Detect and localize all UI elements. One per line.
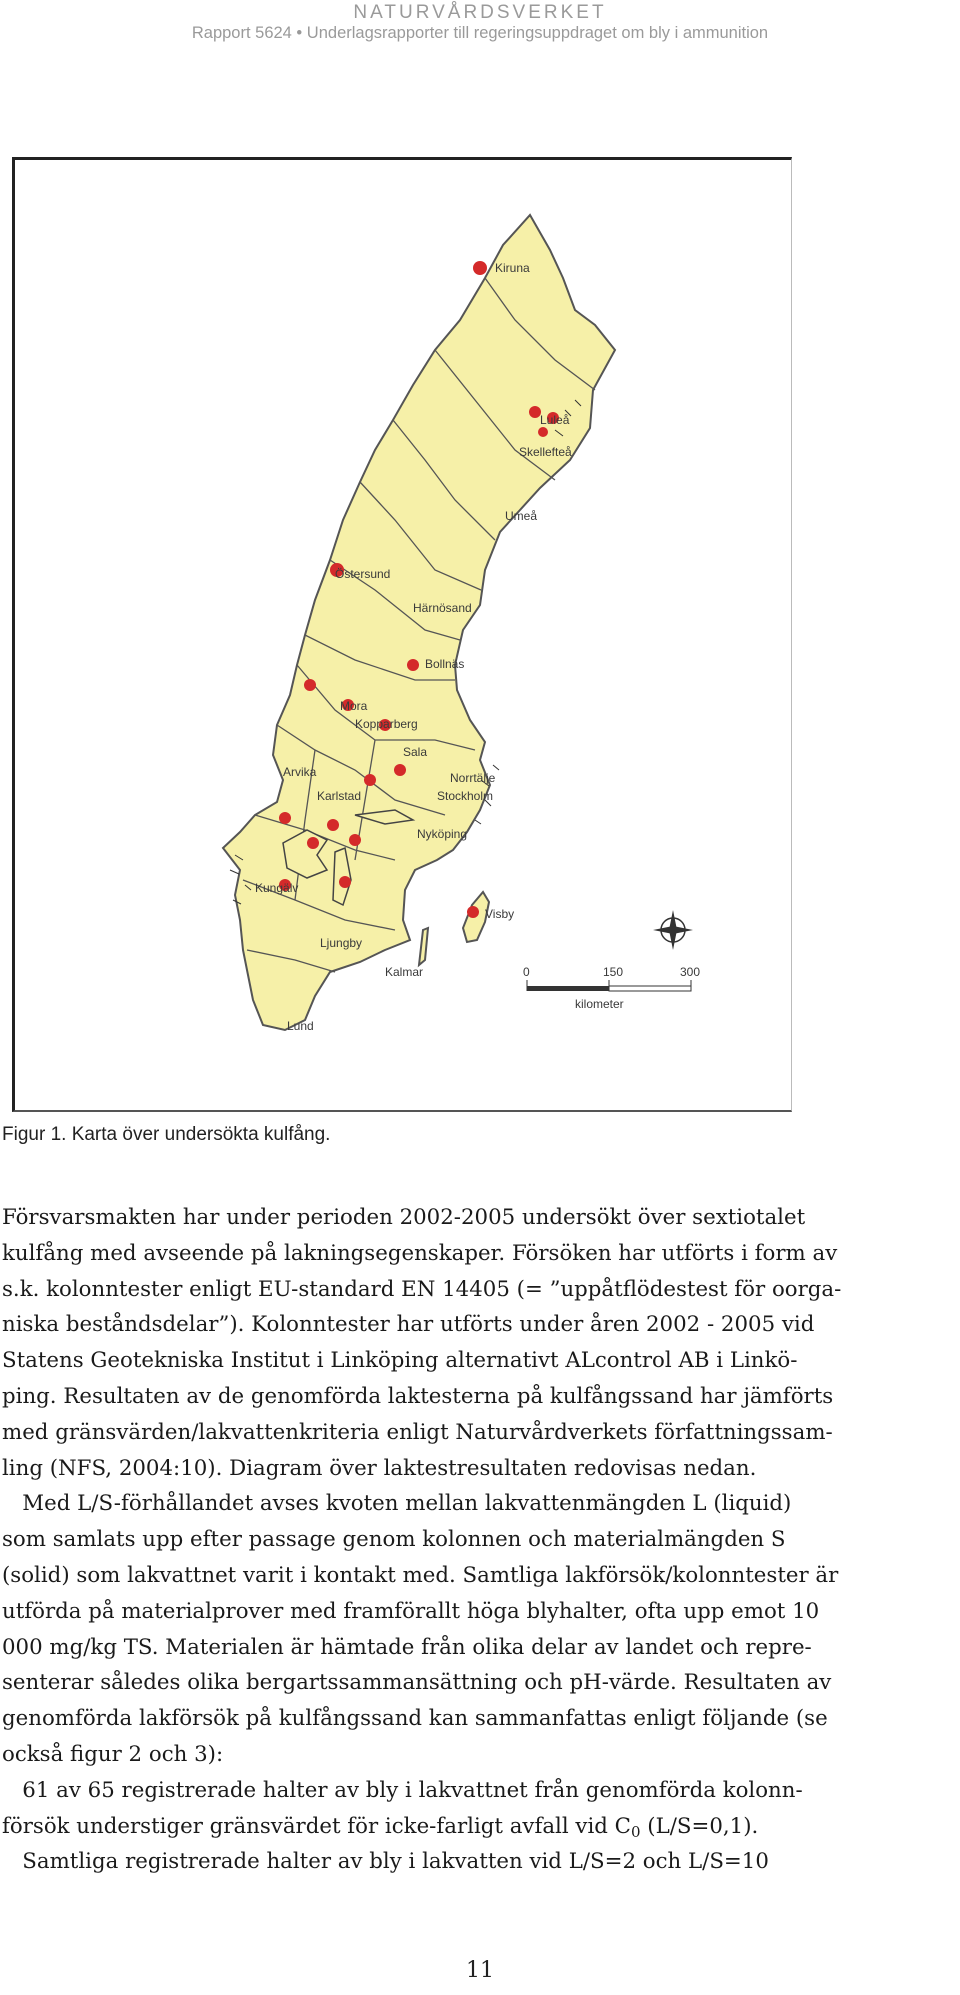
- text-line: Med L/S-förhållandet avses kvoten mellan lakvattenmängden L (liquid): [2, 1491, 792, 1517]
- site-marker: [467, 906, 479, 918]
- city-label: Ljungby: [320, 936, 363, 950]
- city-label: Luleå: [540, 413, 570, 427]
- text-line: Försvarsmakten har under perioden 2002-2005 undersökt över sextiotalet: [2, 1205, 806, 1230]
- sweden-map-figure: [12, 157, 792, 1112]
- text-line: niska beståndsdelar”). Kolonntester har utförts under åren 2002 - 2005 vid: [2, 1312, 815, 1338]
- text-line: ping. Resultaten av de genomförda laktesterna på kulfångssand har jämförts: [2, 1383, 834, 1409]
- text-line: som samlats upp efter passage genom kolonnen och materialmängden S: [2, 1527, 786, 1553]
- c0-text-after: (L/S=0,1).: [640, 1813, 759, 1839]
- city-label: Sala: [403, 745, 428, 759]
- city-label: Östersund: [335, 567, 391, 581]
- oland-island: [419, 928, 428, 965]
- text-line: senterar således olika bergartssammansättning och pH-värde. Resultaten av: [2, 1670, 832, 1696]
- text-line: (solid) som lakvattnet varit i kontakt med. Samtliga lakförsök/kolonntester är: [2, 1562, 839, 1588]
- text-line: Samtliga registrerade halter av bly i lakvatten vid L/S=2 och L/S=10: [2, 1849, 769, 1875]
- city-label: Kiruna: [495, 261, 530, 275]
- scale-label: 0: [523, 965, 530, 979]
- text-line: s.k. kolonntester enligt EU-standard EN 14405 (= ”uppåtflödestest för oorga-: [2, 1276, 842, 1302]
- city-label: Arvika: [283, 765, 317, 779]
- city-label: Norrtälje: [450, 771, 496, 785]
- city-label: Lund: [287, 1019, 314, 1033]
- text-line: kulfång med avseende på lakningsegenskaper. Försöken har utförts i form av: [2, 1240, 838, 1266]
- city-label: Kungälv: [255, 881, 299, 895]
- site-marker: [407, 659, 419, 671]
- compass-rose-icon: [653, 910, 693, 950]
- text-line: utförda på materialprover med framförallt höga blyhalter, ofta upp emot 10: [2, 1598, 820, 1624]
- page-number: 11: [466, 1958, 494, 1983]
- city-label: Nyköping: [417, 827, 468, 841]
- organization-name: NATURVÅRDSVERKET: [353, 2, 607, 23]
- site-marker: [364, 774, 376, 786]
- c0-subscript: 0: [630, 1822, 641, 1841]
- text-line: med gränsvärden/lakvattenkriteria enligt Naturvårdverkets författningssam-: [2, 1419, 833, 1445]
- city-label: Karlstad: [317, 789, 362, 803]
- city-label: Stockholm: [437, 789, 494, 803]
- sweden-landmass: [223, 215, 615, 1030]
- report-title: Rapport 5624 • Underlagsrapporter till regeringsuppdraget om bly i ammunition: [191, 24, 769, 42]
- scale-label: 150: [603, 965, 624, 979]
- site-marker: [538, 427, 548, 437]
- site-marker: [473, 261, 487, 275]
- city-label: Bollnäs: [425, 657, 465, 671]
- text-line: 000 mg/kg TS. Materialen är hämtade från olika delar av landet och repre-: [2, 1634, 812, 1660]
- site-marker: [279, 812, 291, 824]
- site-marker: [304, 679, 316, 691]
- text-line: genomförda lakförsök på kulfångssand kan sammanfattas enligt följande (se: [2, 1706, 828, 1732]
- c0-text: försök understiger gränsvärdet för icke-farligt avfall vid C: [2, 1813, 631, 1839]
- figure-caption: Figur 1. Karta över undersökta kulfång.: [2, 1124, 331, 1145]
- sweden-map: [15, 160, 791, 1110]
- city-label: Kalmar: [385, 965, 424, 979]
- site-marker: [327, 819, 339, 831]
- site-marker: [339, 876, 351, 888]
- site-marker: [349, 834, 361, 846]
- text-line: Statens Geotekniska Institut i Linköping alternativt ALcontrol AB i Linkö-: [2, 1348, 798, 1374]
- scale-unit: kilometer: [575, 997, 624, 1011]
- city-label: Visby: [485, 907, 515, 921]
- text-line-c0: [2, 1809, 952, 1845]
- city-label: Kopparberg: [355, 717, 418, 731]
- city-label: Umeå: [505, 509, 538, 523]
- scale-bar: [523, 965, 700, 1011]
- city-label: Härnösand: [413, 601, 472, 615]
- body-text: [2, 1200, 952, 1880]
- site-marker: [394, 764, 406, 776]
- scale-label: 300: [680, 965, 701, 979]
- text-line: ling (NFS, 2004:10). Diagram över laktestresultaten redovisas nedan.: [2, 1455, 757, 1481]
- city-label: Skellefteå: [519, 445, 572, 459]
- text-line: också figur 2 och 3):: [2, 1741, 224, 1767]
- site-marker: [307, 837, 319, 849]
- text-line: 61 av 65 registrerade halter av bly i lakvattnet från genomförda kolonn-: [2, 1777, 803, 1803]
- city-label: Mora: [340, 699, 368, 713]
